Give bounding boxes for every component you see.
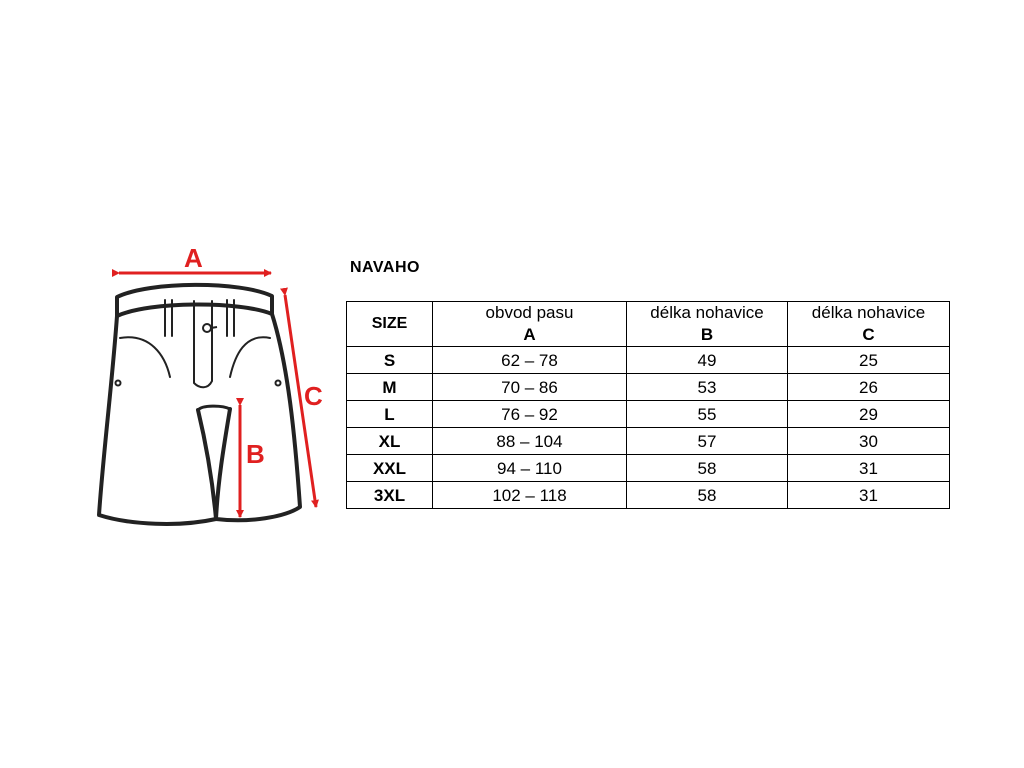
size-cell: L (347, 401, 433, 428)
dimension-c-label: C (304, 381, 323, 411)
shorts-outline (99, 285, 300, 524)
dimension-b (240, 405, 265, 517)
length-c-cell: 30 (788, 428, 950, 455)
column-header-b-code: B (627, 323, 788, 347)
table-row (347, 347, 950, 374)
left-leg-outline (99, 316, 216, 524)
length-c-cell: 29 (788, 401, 950, 428)
table-header-code-row (347, 323, 950, 347)
table-row (347, 428, 950, 455)
waist-cell: 102 – 118 (433, 482, 627, 509)
rivet-right (276, 381, 281, 386)
waist-cell: 94 – 110 (433, 455, 627, 482)
length-c-cell: 26 (788, 374, 950, 401)
rivet-left (116, 381, 121, 386)
length-c-cell: 25 (788, 347, 950, 374)
size-table (346, 301, 950, 509)
size-cell: 3XL (347, 482, 433, 509)
table-row (347, 374, 950, 401)
pocket-right (230, 337, 270, 377)
shorts-measurement-diagram (90, 235, 340, 530)
length-b-cell: 49 (627, 347, 788, 374)
length-b-cell: 55 (627, 401, 788, 428)
column-header-a-code: A (433, 323, 627, 347)
size-cell: M (347, 374, 433, 401)
waist-cell: 76 – 92 (433, 401, 627, 428)
table-header-row (347, 302, 950, 324)
crotch-outline (198, 406, 230, 410)
size-column-header: SIZE (347, 302, 433, 347)
length-c-cell: 31 (788, 455, 950, 482)
table-row (347, 482, 950, 509)
length-b-cell: 53 (627, 374, 788, 401)
product-title: NAVAHO (350, 259, 420, 276)
length-b-cell: 58 (627, 455, 788, 482)
button-icon (203, 324, 217, 332)
table-row (347, 455, 950, 482)
size-cell: S (347, 347, 433, 374)
table-row (347, 401, 950, 428)
column-header-c-code: C (788, 323, 950, 347)
column-header-a-name: obvod pasu (433, 302, 627, 324)
length-b-cell: 57 (627, 428, 788, 455)
waist-cell: 70 – 86 (433, 374, 627, 401)
waist-cell: 88 – 104 (433, 428, 627, 455)
size-cell: XL (347, 428, 433, 455)
size-cell: XXL (347, 455, 433, 482)
length-c-cell: 31 (788, 482, 950, 509)
shorts-diagram-svg (90, 235, 340, 530)
dimension-b-label: B (246, 439, 265, 469)
dimension-a-label: A (184, 243, 203, 273)
right-leg-outline (216, 314, 300, 520)
pocket-left (120, 337, 170, 377)
waist-cell: 62 – 78 (433, 347, 627, 374)
fly-seam (194, 301, 212, 387)
dimension-a (119, 243, 271, 273)
column-header-b-name: délka nohavice (627, 302, 788, 324)
length-b-cell: 58 (627, 482, 788, 509)
column-header-c-name: délka nohavice (788, 302, 950, 324)
